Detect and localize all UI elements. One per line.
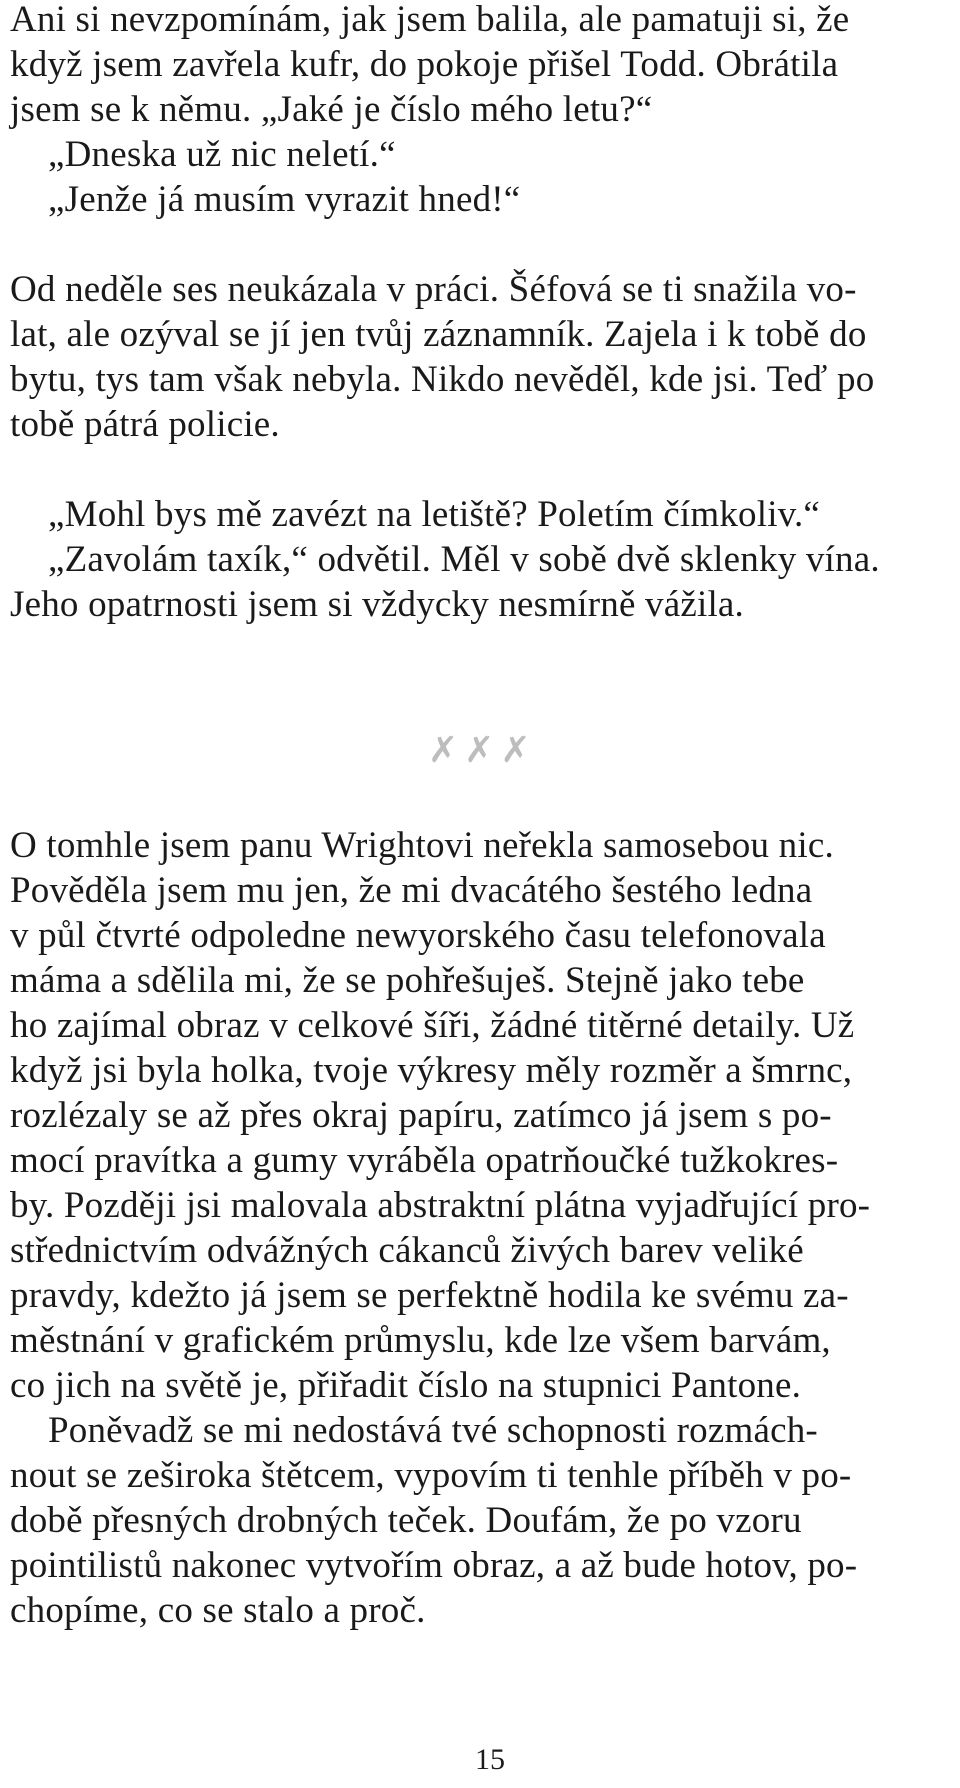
text-line: střednictvím odvážných cákanců živých barev veliké <box>10 1230 804 1271</box>
text-line: Jeho opatrnosti jsem si vždycky nesmírně vážila. <box>10 584 745 625</box>
book-page <box>10 0 950 1788</box>
text-line: O tomhle jsem panu Wrightovi neřekla samosebou nic. <box>10 825 834 866</box>
text-line: lat, ale ozýval se jí jen tvůj záznamník. Zajela i k tobě do <box>10 314 867 355</box>
text-line: máma a sdělila mi, že se pohřešuješ. Stejně jako tebe <box>10 960 805 1001</box>
text-line: co jich na světě je, přiřadit číslo na stupnici Pantone. <box>10 1365 802 1406</box>
text-line: tobě pátrá policie. <box>10 404 280 445</box>
text-line: chopíme, co se stalo a proč. <box>10 1590 426 1631</box>
text-line: v půl čtvrté odpoledne newyorského času telefonovala <box>10 915 826 956</box>
text-line: Od neděle ses neukázala v práci. Šéfová se ti snažila vo- <box>10 269 857 310</box>
text-line: rozlézaly se až přes okraj papíru, zatímco já jsem s po- <box>10 1095 832 1136</box>
text-line: Ani si nevzpomínám, jak jsem balila, ale pamatuji si, že <box>10 0 850 40</box>
text-line: Poněvadž se mi nedostává tvé schopnosti rozmách- <box>48 1410 818 1451</box>
dialogue-line: „Zavolám taxík,“ odvětil. Měl v sobě dvě sklenky vína. <box>48 539 880 580</box>
section-separator: ✗✗✗ <box>428 730 537 771</box>
text-line: když jsem zavřela kufr, do pokoje přišel Todd. Obrátila <box>10 44 839 85</box>
text-line: mocí pravítka a gumy vyráběla opatrňoučké tužkokres- <box>10 1140 839 1181</box>
text-line: když jsi byla holka, tvoje výkresy měly rozměr a šmrnc, <box>10 1050 853 1091</box>
text-line: době přesných drobných teček. Doufám, že po vzoru <box>10 1500 802 1541</box>
text-line: pravdy, kdežto já jsem se perfektně hodila ke svému za- <box>10 1275 849 1316</box>
text-line: městnání v grafickém průmyslu, kde lze všem barvám, <box>10 1320 831 1361</box>
text-line: by. Později jsi malovala abstraktní plátna vyjadřující pro- <box>10 1185 871 1226</box>
dialogue-line: „Jenže já musím vyrazit hned!“ <box>48 179 521 220</box>
text-line: pointilistů nakonec vytvořím obraz, a až bude hotov, po- <box>10 1545 858 1586</box>
dialogue-line: „Dneska už nic neletí.“ <box>48 134 396 175</box>
text-line: nout se zeširoka štětcem, vypovím ti tenhle příběh v po- <box>10 1455 852 1496</box>
page-number: 15 <box>475 1743 505 1776</box>
text-line: Pověděla jsem mu jen, že mi dvacátého šestého ledna <box>10 870 813 911</box>
dialogue-line: „Mohl bys mě zavézt na letiště? Poletím čímkoliv.“ <box>48 494 821 535</box>
text-line: bytu, tys tam však nebyla. Nikdo nevěděl, kde jsi. Teď po <box>10 359 875 400</box>
text-line: jsem se k němu. „Jaké je číslo mého letu?“ <box>10 89 653 130</box>
text-line: ho zajímal obraz v celkové šíři, žádné titěrné detaily. Už <box>10 1005 855 1046</box>
